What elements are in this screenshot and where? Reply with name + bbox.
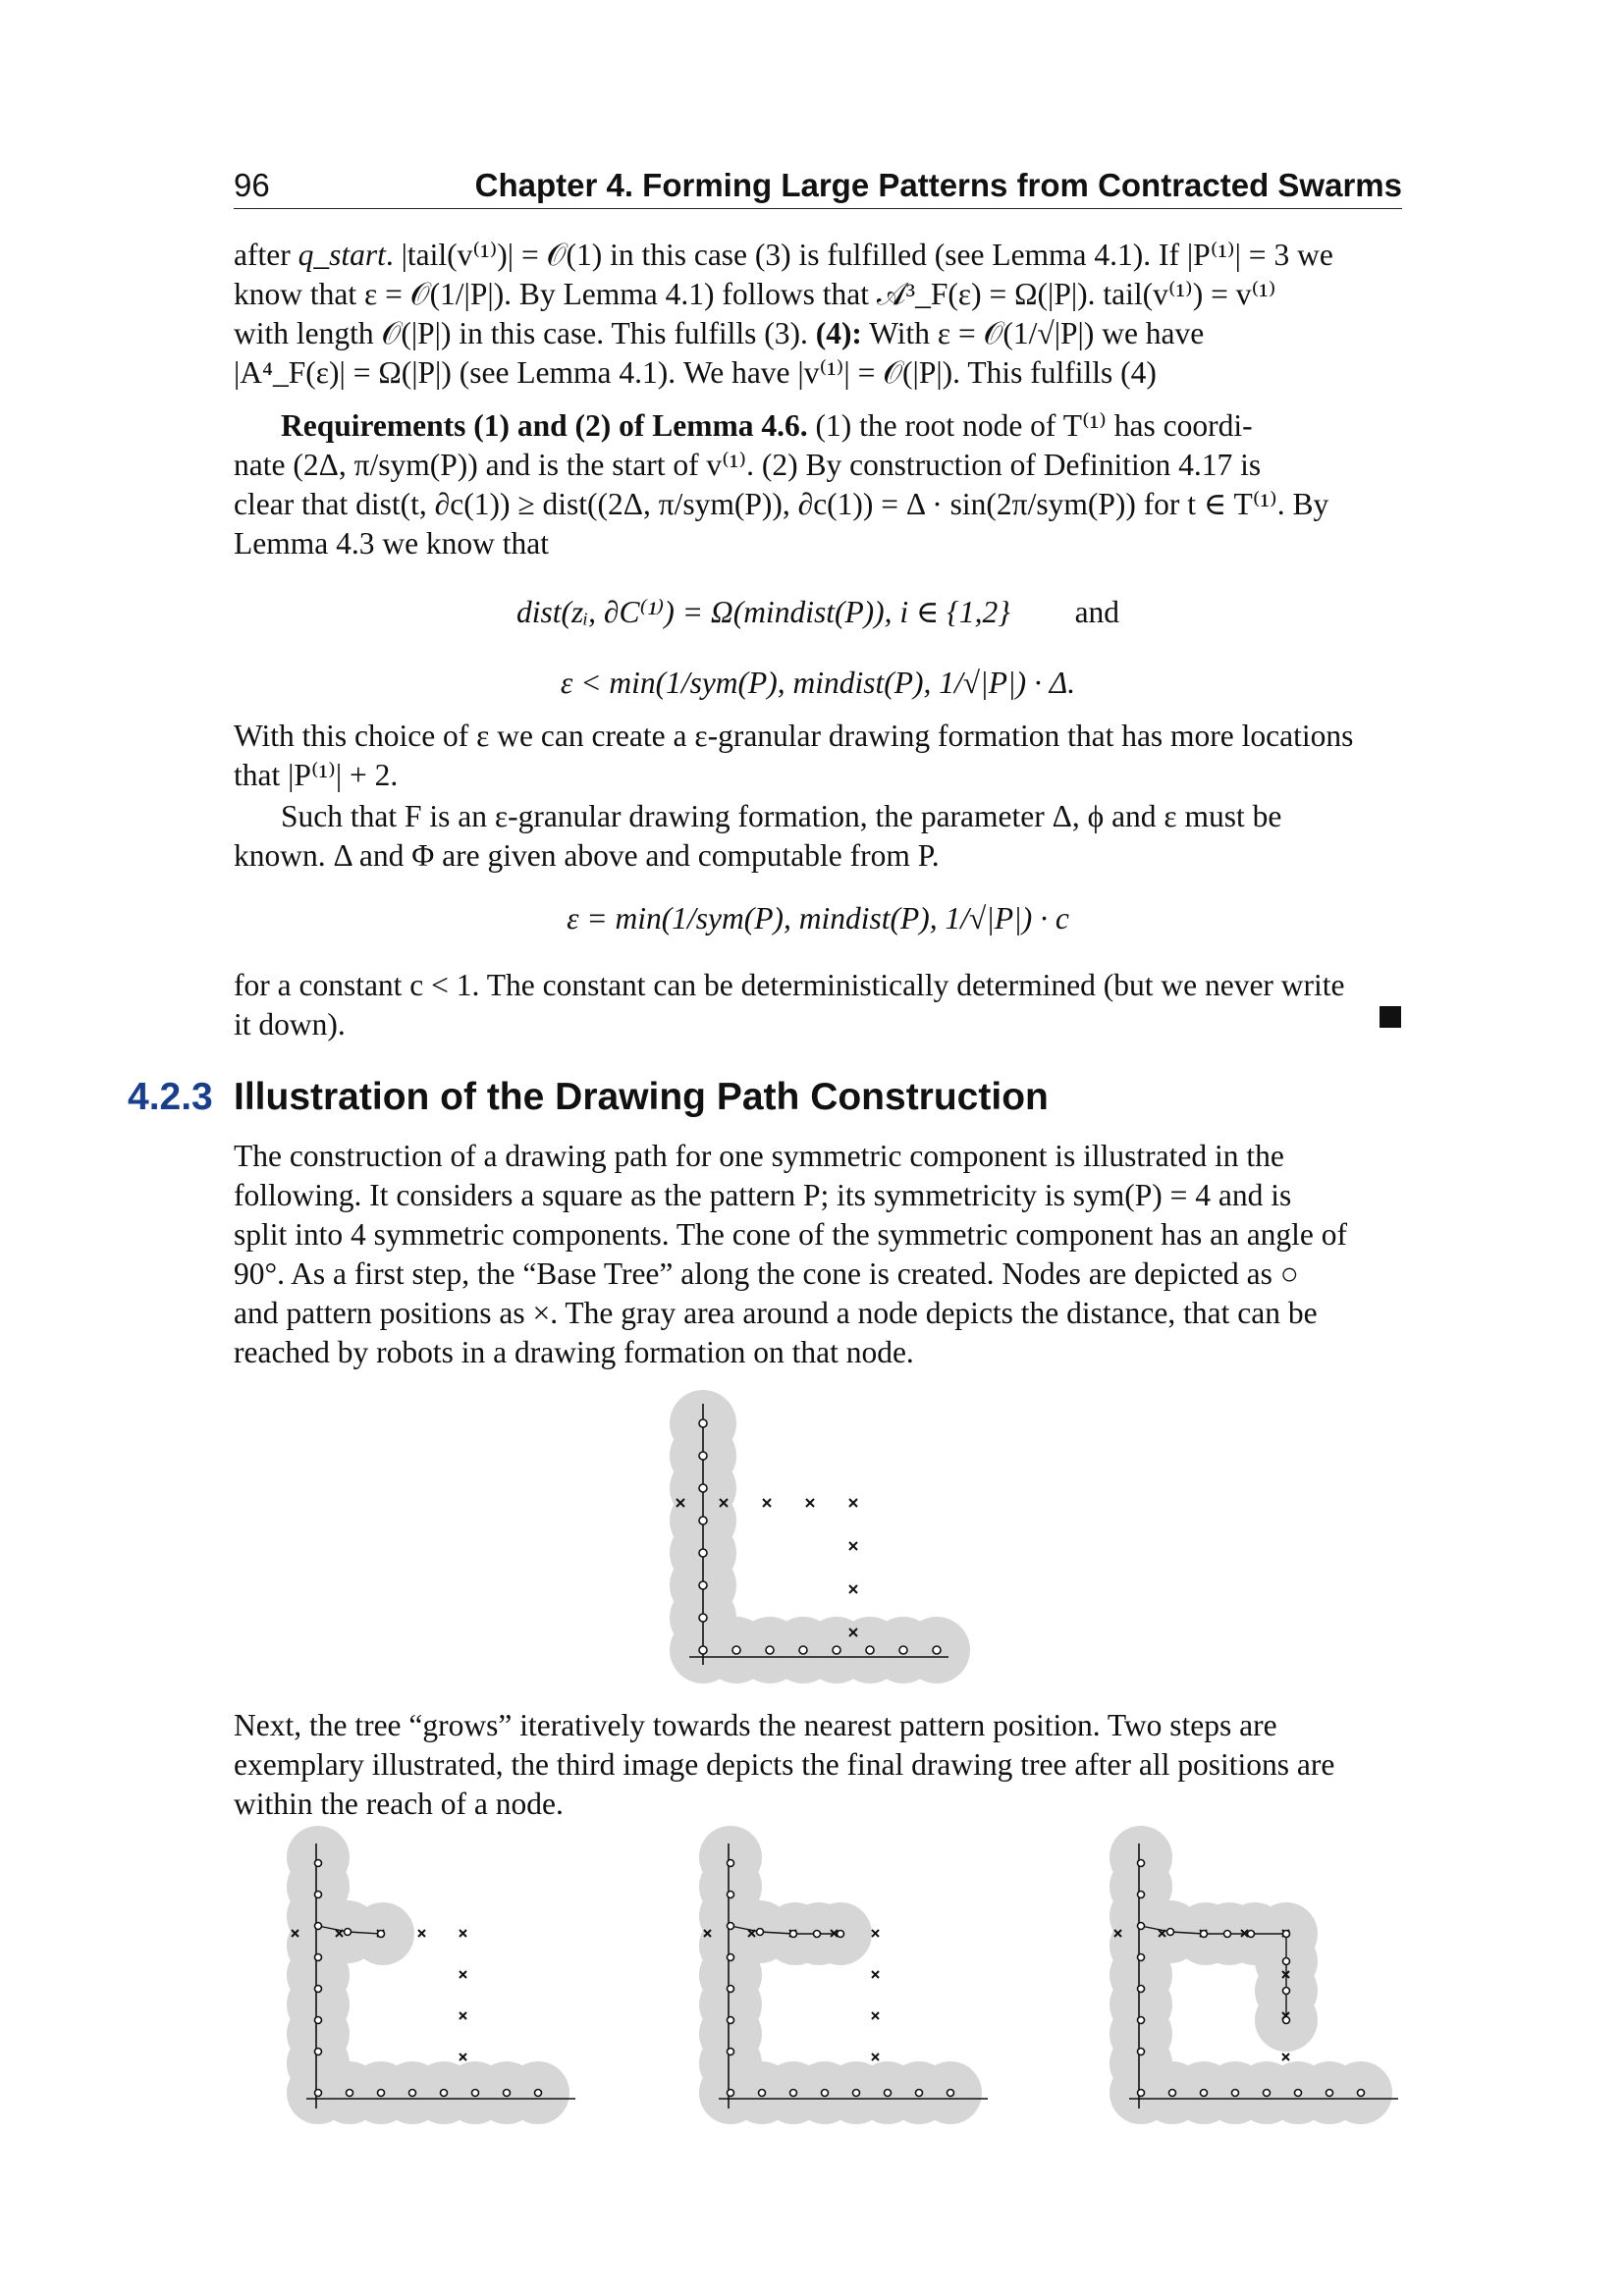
section-number: 4.2.3 [128,1076,213,1118]
p2-bold-heading: Requirements (1) and (2) of Lemma 4.6. [281,408,808,443]
p6-line2: following. It considers a square as the pattern P; its symmetricity is sym(P) = 4 and is [234,1178,1292,1212]
p6-line6: reached by robots in a drawing formation on that node. [234,1335,914,1369]
q-start-symbol: q_start [298,238,386,272]
p6-line3: split into 4 symmetric components. The cone of the symmetric component has an angle of [234,1217,1348,1252]
p7-line3: within the reach of a node. [234,1787,564,1821]
p5-line1: for a constant c < 1. The constant can be deterministically determined (but we never write [234,968,1345,1002]
p1-line1b: . |tail(v⁽¹⁾)| = 𝒪(1) in this case (3) is fulfilled (see Lemma 4.1). If |P⁽¹⁾| = 3 we [385,238,1333,272]
figure-final-tree [1108,1824,1412,2128]
proof-paragraph-4 [234,797,1402,876]
proof-paragraph-5 [234,966,1402,1044]
p1-line1a: after [234,238,298,272]
equation-1-body: dist(zᵢ, ∂C⁽¹⁾) = Ω(mindist(P)), i ∈ {1,2} [515,595,1010,629]
equation-2 [234,664,1402,703]
chapter-title: Chapter 4. Forming Large Patterns from Contracted Swarms [474,167,1402,203]
reach-area [670,1390,970,1683]
section-title: Illustration of the Drawing Path Construction [234,1076,1049,1118]
p1-line3c: With ε = 𝒪(1/√|P|) we have [861,316,1205,350]
proof-paragraph-3 [234,717,1402,795]
equation-3 [234,899,1402,938]
qed-square-icon [1380,1006,1401,1028]
p2-line4: Lemma 4.3 we know that [234,526,550,561]
p3-line1: With this choice of ε we can create a ε-granular drawing formation that has more locations [234,719,1354,753]
figure-growth-step-2 [697,1824,1001,2128]
equation-2-body: ε < min(1/sym(P), mindist(P), 1/√|P|) · Δ. [560,666,1076,700]
p4-line1: Such that F is an ε-granular drawing formation, the parameter Δ, ϕ and ε must be [281,799,1282,833]
p2-line2: nate (2Δ, π/sym(P)) and is the start of v⁽¹⁾. (2) By construction of Definition 4.17 is [234,448,1262,482]
equation-3-body: ε = min(1/sym(P), mindist(P), 1/√|P|) · c [567,901,1069,935]
page-number: 96 [234,167,270,203]
running-header [234,163,1402,209]
figure-base-tree [658,1384,982,1698]
p1-line2: know that ε = 𝒪(1/|P|). By Lemma 4.1) follows that 𝒜³_F(ε) = Ω(|P|). tail(v⁽¹⁾) = v⁽¹⁾ [234,277,1276,311]
p2-line1: (1) the root node of T⁽¹⁾ has coordi- [807,408,1253,443]
p3-line2: that |P⁽¹⁾| + 2. [234,758,399,792]
equation-1 [234,593,1402,632]
p1-line3a: with length 𝒪(|P|) in this case. This fulfills (3). [234,316,816,350]
equation-1-and: and [1074,595,1120,629]
section-paragraph-2 [234,1706,1402,1824]
figure-growth-step-1 [285,1824,589,2128]
p7-line1: Next, the tree “grows” iteratively towards the nearest pattern position. Two steps are [234,1708,1277,1742]
section-heading [128,1076,1049,1119]
p7-line2: exemplary illustrated, the third image depicts the final drawing tree after all positions are [234,1747,1335,1782]
proof-paragraph-2 [234,406,1402,563]
p4-line2: known. Δ and Φ are given above and computable from P. [234,838,940,873]
p2-line3: clear that dist(t, ∂c(1)) ≥ dist((2Δ, π/sym(P)), ∂c(1)) = Δ · sin(2π/sym(P)) for t ∈ T⁽¹⁾. By [234,487,1329,521]
p1-line3-bold: (4): [815,316,862,350]
p1-line4: |A⁴_F(ε)| = Ω(|P|) (see Lemma 4.1). We have |v⁽¹⁾| = 𝒪(|P|). This fulfills (4) [234,355,1157,390]
p5-line2: it down). [234,1007,346,1041]
p6-line4: 90°. As a first step, the “Base Tree” along the cone is created. Nodes are depicted as ○ [234,1256,1299,1291]
proof-paragraph-1 [234,236,1402,393]
p6-line5: and pattern positions as ×. The gray area around a node depicts the distance, that can be [234,1296,1318,1330]
p6-line1: The construction of a drawing path for one symmetric component is illustrated in the [234,1139,1284,1173]
section-paragraph-1 [234,1137,1402,1372]
